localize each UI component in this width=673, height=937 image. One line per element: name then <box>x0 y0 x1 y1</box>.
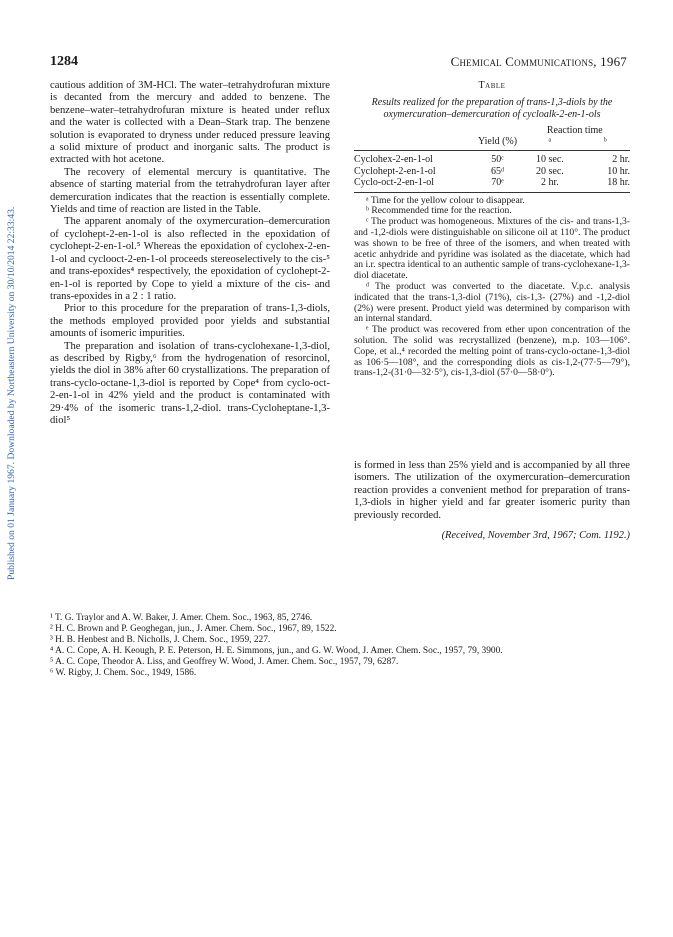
table-cell: Cyclo-oct-2-en-1-ol <box>354 177 434 189</box>
table-rule <box>354 150 630 151</box>
table-block <box>354 80 630 379</box>
journal-header: Chemical Communications, 1967 <box>450 54 627 69</box>
table-cell: 2 hr. <box>612 154 630 166</box>
paragraph: Prior to this procedure for the preparation of trans-1,3-diols, the methods employed provided poor yields and substantial amounts of isomeric impurities. <box>50 303 330 340</box>
table-header-cell <box>354 136 475 147</box>
table-title: Table <box>478 80 506 91</box>
table-cell: 2 hr. <box>541 177 559 189</box>
page-number: 1284 <box>50 54 78 69</box>
table-cell: 18 hr. <box>607 177 630 189</box>
table-group-header-row <box>354 125 630 136</box>
table-note: ᵇ Recommended time for the reaction. <box>366 205 512 217</box>
table-row <box>354 154 630 165</box>
paragraph: is formed in less than 25% yield and is accompanied by all three isomers. The utilization of the oxymercuration–demercuration reaction provides a convenient method for preparation of trans-1,3-diols in higher yield and far greater isomeric purity than previously recorded. <box>354 460 630 521</box>
table-notes <box>354 196 630 380</box>
left-column <box>50 80 330 427</box>
right-column-continuation <box>354 460 630 542</box>
received-date: (Received, November 3rd, 1967; Com. 1192.) <box>441 530 630 542</box>
table-cell: Cyclohex-2-en-1-ol <box>354 154 433 166</box>
footnote: ⁴ A. C. Cope, A. H. Keough, P. E. Peterson, H. E. Simmons, jun., and G. W. Wood, J. Amer. Chem. Soc., 1957, 79, 3900. <box>50 645 503 656</box>
reaction-time-header: Reaction time <box>546 124 603 136</box>
table-caption: Results realized for the preparation of trans-1,3-diols by the oxymercuration–demercuration of cycloalk-2-en-1-ols <box>371 97 613 120</box>
table-header-cell: Yield (%) <box>477 136 518 147</box>
footnote: ³ H. B. Henbest and B. Nicholls, J. Chem. Soc., 1959, 227. <box>50 634 271 645</box>
paragraph: The apparent anomaly of the oxymercuration–demercuration of cyclohept-2-en-1-ol is also reflected in the epoxidation of cyclohept-2-en-1-ol.⁵ Whereas the epoxidation of cyclohex-2-en-1-ol and cyclooct-2-en-1-ol proceeds stereoselectively to the cis-⁵ and trans-epoxides⁴ respectively, the epoxidation of cyclohept-2-en-1-ol is reported by Cope to yield a mixture of the cis- and trans-epoxides in a 2 : 1 ratio. <box>50 216 330 302</box>
footnote: ¹ T. G. Traylor and A. W. Baker, J. Amer. Chem. Soc., 1963, 85, 2746. <box>50 613 313 623</box>
footnote: ⁶ W. Rigby, J. Chem. Soc., 1949, 1586. <box>50 667 197 678</box>
table-note: ᵉ The product was recovered from ether upon concentration of the solution. The solid was recrystallized (benzene), m.p. 103—106°. Cope, et al.,⁴ recorded the melting point of trans-cyclo-octane-1,3-diol as 106·5—108°, and the corresponding diols as cis-1,2-(77·5—79°), trans-1,2-(31·0—32·5°), cis-1,3-diol (57·0—58·0°). <box>354 324 630 379</box>
footnote: ⁵ A. C. Cope, Theodor A. Liss, and Geoffrey W. Wood, J. Amer. Chem. Soc., 1957, 79, 6287. <box>50 656 399 667</box>
table-cell: 50ᶜ <box>491 154 504 166</box>
paragraph: The recovery of elemental mercury is quantitative. The absence of starting material from the tetrahydrofuran layer after demercuration indicates that the reaction is essentially complete. Yields and time of reaction are listed in the Table. <box>50 166 330 216</box>
footnote: ² H. C. Brown and P. Geoghegan, jun., J. Amer. Chem. Soc., 1967, 89, 1522. <box>50 623 337 634</box>
table-cell: 65ᵈ <box>490 165 505 177</box>
table-cell: Cyclohept-2-en-1-ol <box>354 165 436 177</box>
paragraph: The preparation and isolation of trans-cyclohexane-1,3-diol, as described by Rigby,⁶ from the hydrogenation of resorcinol, yields the diol in 38% after 60 crystallizations. The preparation of trans-cyclo-octane-1,3-diol is reported by Cope⁴ from cyclo-oct-2-en-1-ol in 42% yield and the product is contaminated with 29·4% of the isomeric trans-1,2-diol. trans-Cycloheptane-1,3-diol⁵ <box>50 340 330 426</box>
table-row <box>354 177 630 188</box>
table-cell: 20 sec. <box>536 165 564 177</box>
table-cell: 70ᵉ <box>491 177 504 189</box>
table-note: ᶜ The product was homogeneous. Mixtures of the cis- and trans-1,3- and -1,2-diols were distinguishable on silicone oil at 110°. The product was shown to be free of three of the isomers, and when treated with acetic anhydride and pyridine was isolated as the diacetate, which had an i.r. spectra identical to an authentic sample of trans-cyclohexane-1,3-diol diacetate. <box>354 216 630 282</box>
table-header-cell: ᵇ <box>603 136 607 147</box>
results-table <box>354 125 630 196</box>
table-note: ᵃ Time for the yellow colour to disappear. <box>366 194 525 206</box>
table-row <box>354 166 630 177</box>
table-rule <box>354 192 630 193</box>
table-note: ᵈ The product was converted to the diacetate. V.p.c. analysis indicated that the trans-1,3-diol (71%), cis-1,3- (27%) and -1,2-diol (2%) were present. Product yield was determined by comparison with an internal standard. <box>354 281 630 325</box>
table-cell: 10 sec. <box>536 154 564 166</box>
table-header-row <box>354 136 630 147</box>
download-watermark: Published on 01 January 1967. Downloaded by Northeastern University on 30/10/2014 22:33:43. <box>6 206 17 580</box>
table-cell: 10 hr. <box>607 165 630 177</box>
table-header-cell: ᵃ <box>548 136 552 147</box>
paragraph: cautious addition of 3M-HCl. The water–tetrahydrofuran mixture is decanted from the mercury and added to benzene. The benzene–water–tetrahydrofuran mixture is heated under reflux and the water is collected with a Dean–Stark trap. The benzene solution is evaporated to dryness under reduced pressure leaving a solid mixture of product and inorganic salts. The product is extracted with hot acetone. <box>50 80 330 166</box>
footnotes <box>50 613 630 678</box>
